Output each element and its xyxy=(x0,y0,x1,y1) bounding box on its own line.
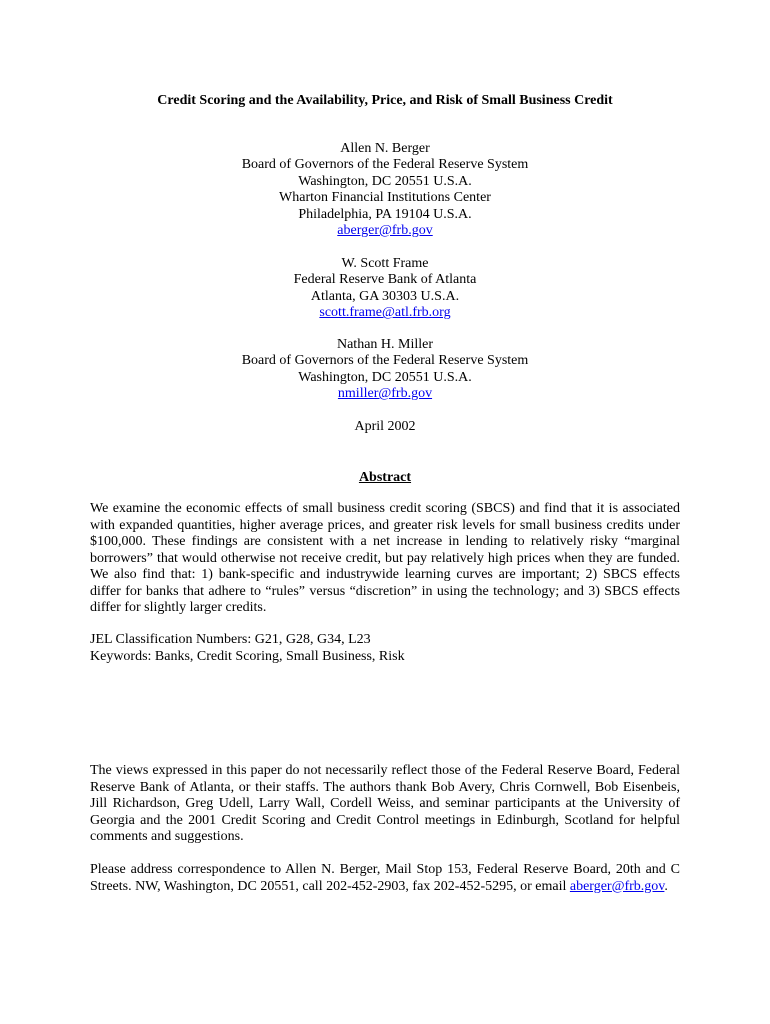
author-email-link[interactable]: nmiller@frb.gov xyxy=(337,386,433,402)
author-name: Nathan H. Miller xyxy=(336,337,434,352)
author-affiliation-line: Federal Reserve Bank of Atlanta xyxy=(293,272,477,288)
author-block-frame xyxy=(0,256,770,322)
author-email-link[interactable]: aberger@frb.gov xyxy=(337,223,433,239)
paper-title: Credit Scoring and the Availability, Price, and Risk of Small Business Credit xyxy=(157,93,613,108)
author-affiliation-line: Board of Governors of the Federal Reserve System xyxy=(241,353,529,369)
author-affiliation-line: Atlanta, GA 30303 U.S.A. xyxy=(310,288,460,304)
classification-block xyxy=(90,632,680,665)
author-affiliation-line: Wharton Financial Institutions Center xyxy=(279,190,491,206)
correspondence-body: Please address correspondence to Allen N. Berger, Mail Stop 153, Federal Reserve Board, 20th and C Streets. NW, Washington, DC 20551, call 202-452-2903, fax 202-452-5295, or email xyxy=(90,862,680,894)
author-affiliation-line: Washington, DC 20551 U.S.A. xyxy=(298,369,472,385)
jel-classification: JEL Classification Numbers: G21, G28, G34, L23 xyxy=(90,632,371,647)
author-email-link[interactable]: scott.frame@atl.frb.org xyxy=(319,305,451,321)
keywords: Keywords: Banks, Credit Scoring, Small Business, Risk xyxy=(90,648,405,664)
author-affiliation-line: Washington, DC 20551 U.S.A. xyxy=(298,173,472,189)
author-block-berger xyxy=(0,141,770,239)
author-affiliation-line: Board of Governors of the Federal Reserve System xyxy=(241,157,529,173)
abstract-heading: Abstract xyxy=(358,470,412,485)
author-name: W. Scott Frame xyxy=(341,256,429,271)
author-affiliation-line: Philadelphia, PA 19104 U.S.A. xyxy=(298,206,472,222)
correspondence-email-link[interactable]: aberger@frb.gov xyxy=(569,878,665,894)
correspondence-text xyxy=(90,862,680,895)
author-name: Allen N. Berger xyxy=(340,141,430,156)
publication-date: April 2002 xyxy=(354,419,416,434)
disclaimer-text: The views expressed in this paper do not necessarily reflect those of the Federal Reserve Board, Federal Reserve Bank of Atlanta, or their staffs. The authors thank Bob Avery, Chris Cornwell, Bob Eisenbeis, Jill Richardson, Greg Udell, Larry Wall, Cordell Weiss, and seminar participants at the University of Georgia and the 2001 Credit Scoring and Credit Control meetings in Edinburgh, Scotland for helpful comments and suggestions. xyxy=(90,763,680,844)
correspondence-end: . xyxy=(664,878,668,894)
abstract-text: We examine the economic effects of small business credit scoring (SBCS) and find that it is associated with expanded quantities, higher average prices, and greater risk levels for small business credits under $100,000. These findings are consistent with a net increase in lending to relatively risky “marginal borrowers” that would otherwise not receive credit, but pay relatively high prices when they are funded. We also find that: 1) bank-specific and industrywide learning curves are important; 2) SBCS effects differ for banks that adhere to “rules” versus “discretion” in using the technology; and 3) SBCS effects differ for slightly larger credits. xyxy=(90,501,680,615)
author-block-miller xyxy=(0,337,770,403)
